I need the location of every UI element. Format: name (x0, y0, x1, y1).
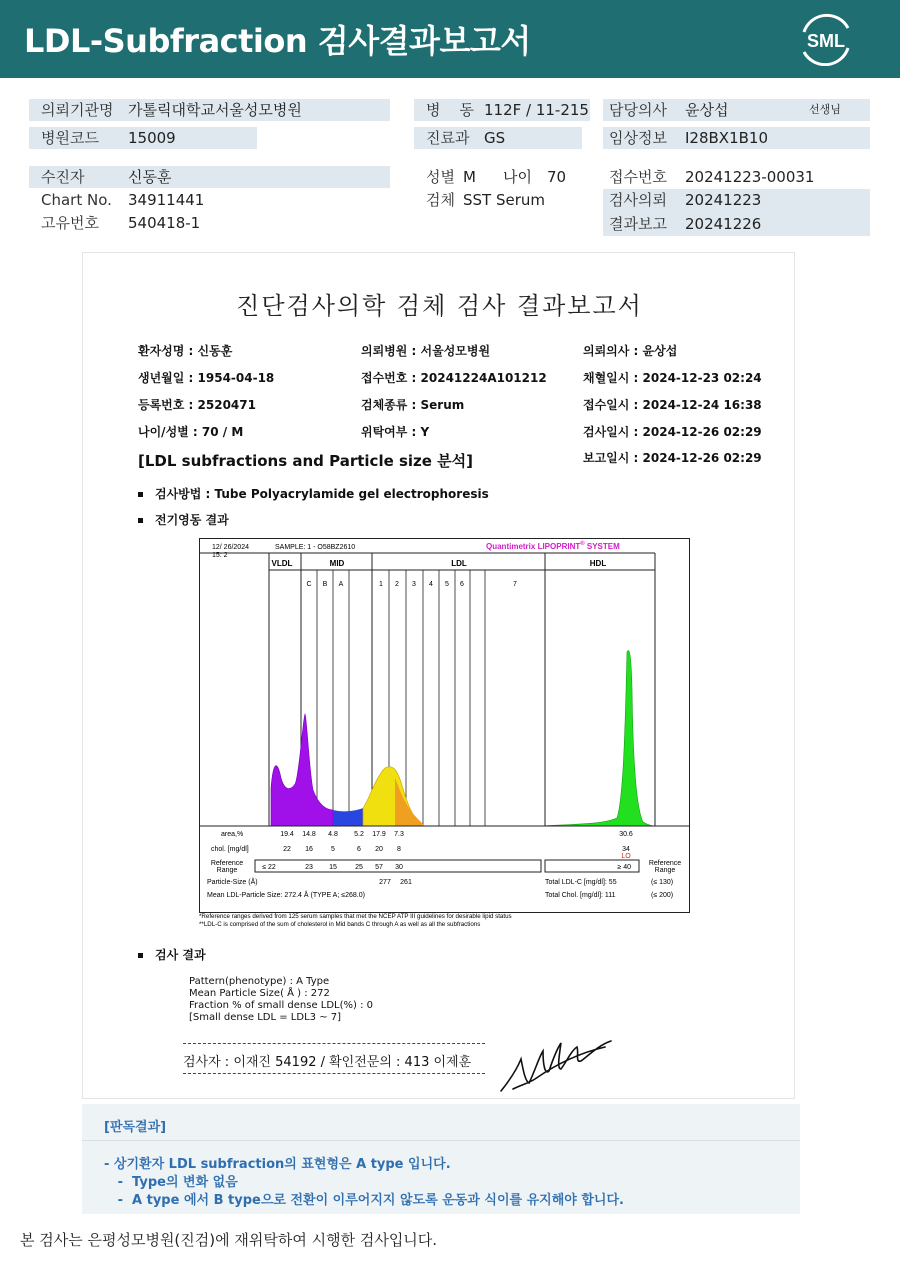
group-ldl: LDL (451, 559, 467, 568)
result-line: Pattern(phenotype) : A Type (189, 976, 330, 987)
graph-time: 15: 2 (212, 552, 228, 559)
ps-2: 261 (400, 879, 412, 886)
ref-value: 57 (375, 864, 383, 871)
graph-brand: Quantimetrix LIPOPRINT® SYSTEM (486, 541, 620, 551)
footer-note: 본 검사는 은평성모병원(진검)에 재위탁하여 시행한 검사입니다. (20, 1231, 438, 1249)
band-label-B: B (322, 581, 328, 588)
hdl-lo-flag: LO (621, 853, 631, 860)
result-line: Fraction % of small dense LDL(%) : 0 (189, 1000, 374, 1011)
document-title: 진단검사의학 검체 검사 결과보고서 (236, 292, 643, 320)
ref-label: Reference (210, 860, 244, 867)
signature-image (495, 1035, 615, 1097)
age-sex: 나이/성별 : 70 / M (138, 425, 244, 439)
band-label-1: 1 (379, 581, 383, 588)
receive-time: 접수일시 : 2024-12-24 16:38 (583, 398, 762, 412)
chol-value: 22 (283, 846, 291, 853)
patient-name: 환자성명 : 신동훈 (138, 344, 233, 358)
area-value: 14.8 (302, 831, 316, 838)
result-line: Mean Particle Size( Å ) : 272 (189, 988, 330, 999)
chol-value: 8 (397, 846, 401, 853)
band-label-5: 5 (445, 581, 449, 588)
band-label-2: 2 (395, 581, 399, 588)
chol-value: 20 (375, 846, 383, 853)
birth-date: 생년월일 : 1954-04-18 (138, 371, 275, 385)
mean-size: Mean LDL-Particle Size: 272.4 Å (TYPE A; ≤268.0) (207, 892, 365, 899)
band-label-3: 3 (412, 581, 416, 588)
graph-note-1: *Reference ranges derived from 125 serum samples that met the NCEP ATP III guidelines for desirable lipid status (199, 913, 512, 920)
req-doctor: 의뢰의사 : 윤상섭 (583, 344, 678, 358)
doctor-field: 담당의사 윤상섭 선생님 (609, 101, 841, 119)
req-hospital: 의뢰병원 : 서울성모병원 (361, 344, 491, 358)
ps-1: 277 (379, 879, 391, 886)
band-label-A: A (338, 581, 344, 588)
area-value: 4.8 (328, 831, 338, 838)
divider (183, 1043, 485, 1044)
area-value: 17.9 (372, 831, 386, 838)
report-time: 보고일시 : 2024-12-26 02:29 (583, 451, 762, 465)
area-value: 5.2 (354, 831, 364, 838)
area-value: 19.4 (280, 831, 294, 838)
hdl-ref-label-line2: Range (654, 867, 676, 874)
judgement-line: - 상기환자 LDL subfraction의 표현형은 A type 입니다. (104, 1157, 451, 1172)
chol-value: 5 (331, 846, 335, 853)
result-lines (189, 976, 373, 1024)
group-hdl: HDL (589, 559, 607, 568)
band-label-7: 7 (513, 581, 517, 588)
judgement-title: [판독결과] (104, 1120, 167, 1135)
method-line: 검사방법 : Tube Polyacrylamide gel electrophoresis (138, 485, 489, 502)
rec-number: 접수번호 : 20241224A101212 (361, 371, 547, 385)
group-vldl: VLDL (271, 559, 293, 568)
hdl-ref: ≥ 40 (617, 864, 631, 871)
judgement-line: - Type의 변화 없음 (104, 1175, 238, 1190)
band-label-6: 6 (460, 581, 464, 588)
lipoprint-graph (199, 538, 691, 938)
graph-sample: SAMPLE: 1 - O58BZ2610 (275, 544, 356, 551)
judgement-divider (82, 1140, 800, 1141)
group-mid: MID (329, 559, 345, 568)
graph-date: 12/ 26/2024 (212, 544, 249, 551)
band-label-4: 4 (429, 581, 433, 588)
ref-value: 30 (395, 864, 403, 871)
total-ldl: Total LDL-C [mg/dl]: 55 (545, 879, 617, 886)
ps-label: Particle-Size (Å) (207, 879, 258, 886)
area-value: 7.3 (394, 831, 404, 838)
outsourced: 위탁여부 : Y (361, 425, 430, 439)
reg-number: 등록번호 : 2520471 (138, 398, 256, 412)
area-label: area,% (221, 831, 244, 838)
total-chol: Total Chol. [mg/dl]: 111 (545, 892, 616, 899)
report-header (0, 0, 900, 78)
chol-value: 6 (357, 846, 361, 853)
ref-value: 15 (329, 864, 337, 871)
ref-value: 23 (305, 864, 313, 871)
report-document (82, 252, 795, 1099)
test-time: 검사일시 : 2024-12-26 02:29 (583, 425, 762, 439)
analysis-heading: [LDL subfractions and Particle size 분석] (138, 452, 474, 470)
sml-logo (796, 12, 856, 66)
hdl-ref-label: Reference (648, 860, 682, 867)
graph-note-2: **LDL-C is comprised of the sum of cholesterol in Mid bands C through A as well as all the subfractions (199, 921, 481, 928)
ref-value: 25 (355, 864, 363, 871)
divider (183, 1073, 485, 1074)
specimen-type: 검체종류 : Serum (361, 398, 465, 412)
report-title: LDL-Subfraction 검사결과보고서 (24, 22, 531, 60)
hdl-area: 30.6 (619, 831, 633, 838)
total-chol-ref: (≤ 200) (651, 892, 674, 899)
signature-line: 검사자 : 이재진 54192 / 확인전문의 : 413 이제훈 (183, 1055, 472, 1070)
band-label-C: C (306, 581, 312, 588)
svg-text:SML: SML (807, 31, 845, 51)
judgement-box (82, 1104, 800, 1214)
ref-label-line2: Range (216, 867, 238, 874)
result-heading: 검사 결과 (138, 946, 206, 963)
collect-time: 채혈일시 : 2024-12-23 02:24 (583, 371, 762, 385)
hdl-chol: 34 (622, 846, 630, 853)
result-line: [Small dense LDL = LDL3 ~ 7] (189, 1012, 342, 1023)
electrophoresis-heading: 전기영동 결과 (138, 511, 229, 528)
judgement-line: - A type 에서 B type으로 전환이 이루어지지 않도록 운동과 식이를 유지해야 합니다. (104, 1193, 624, 1208)
ref-value: ≤ 22 (262, 864, 276, 871)
total-ldl-ref: (≤ 130) (651, 879, 674, 886)
chol-label: chol. [mg/dl] (211, 846, 249, 853)
chol-value: 16 (305, 846, 313, 853)
